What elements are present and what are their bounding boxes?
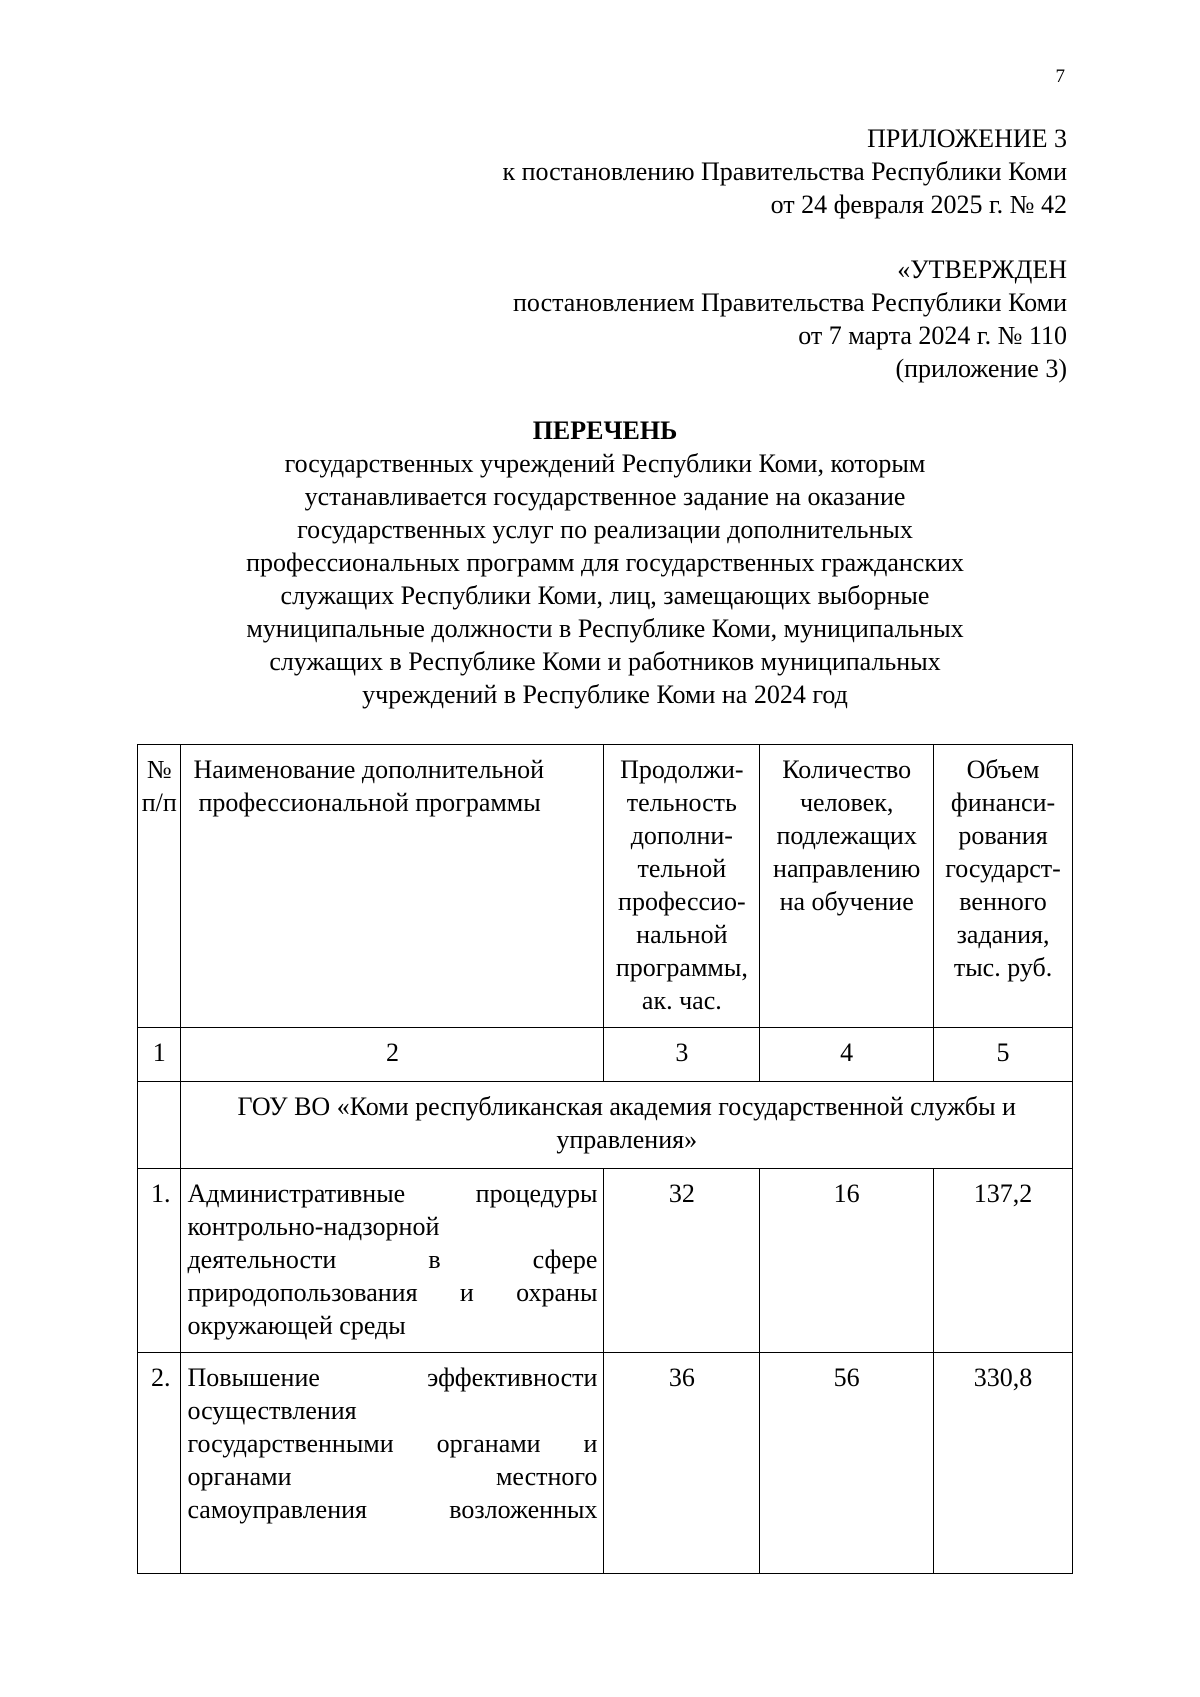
- header-duration-line: тельность: [626, 788, 737, 817]
- title-line: муниципальные должности в Республике Коми, муниципальных: [246, 614, 964, 643]
- header-funding-line: рования: [958, 821, 1048, 850]
- header-funding-line: венного: [959, 887, 1047, 916]
- appendix-block: [502, 122, 1067, 221]
- header-program-name: [181, 745, 604, 1028]
- duration-value: 32: [604, 1169, 760, 1353]
- approved-block: [513, 253, 1067, 385]
- title-heading: ПЕРЕЧЕНЬ: [532, 416, 678, 445]
- title-line: учреждений в Республике Коми на 2024 год: [362, 680, 848, 709]
- header-duration-line: ак. час.: [641, 986, 722, 1015]
- organization-empty-cell: [138, 1082, 181, 1169]
- header-funding-line: Объем: [966, 755, 1040, 784]
- column-number: 4: [760, 1028, 934, 1082]
- title-line: служащих Республики Коми, лиц, замещающих выборные: [280, 581, 930, 610]
- page-number: 7: [1055, 66, 1065, 87]
- appendix-title: ПРИЛОЖЕНИЕ 3: [867, 124, 1067, 153]
- header-funding-line: задания,: [956, 920, 1050, 949]
- header-funding-line: тыс. руб.: [953, 953, 1053, 982]
- title-line: государственных услуг по реализации дополнительных: [297, 515, 913, 544]
- program-name: [181, 1169, 604, 1353]
- funding-value: 330,8: [934, 1353, 1073, 1574]
- programs-table: [137, 744, 1073, 1574]
- funding-value: 137,2: [934, 1169, 1073, 1353]
- title-line: служащих в Республике Коми и работников муниципальных: [269, 647, 941, 676]
- table-header-row: [138, 745, 1073, 1028]
- people-value: 16: [760, 1169, 934, 1353]
- header-num-line: п/п: [141, 788, 177, 817]
- people-value: 56: [760, 1353, 934, 1574]
- header-people-line: Количество: [782, 755, 912, 784]
- header-duration-line: Продолжи-: [620, 755, 744, 784]
- approved-date: от 7 марта 2024 г. № 110: [798, 321, 1067, 350]
- organization-name: [181, 1082, 1073, 1169]
- header-people-line: человек,: [799, 788, 894, 817]
- table-row: [138, 1353, 1073, 1574]
- header-funding-line: финанси-: [950, 788, 1056, 817]
- appendix-ref: к постановлению Правительства Республики Коми: [502, 157, 1067, 186]
- column-number: 5: [934, 1028, 1073, 1082]
- duration-value: 36: [604, 1353, 760, 1574]
- header-people-line: на обучение: [779, 887, 914, 916]
- row-number: 1.: [138, 1169, 181, 1353]
- column-number: 1: [138, 1028, 181, 1082]
- program-line: осуществления: [187, 1396, 357, 1425]
- program-line: Повышение эффективности: [187, 1363, 598, 1392]
- program-line: государственными органами и: [187, 1429, 598, 1458]
- organization-line: управления»: [556, 1125, 698, 1154]
- table-row: [138, 1169, 1073, 1353]
- header-name-line: профессиональной программы: [198, 788, 541, 817]
- title-line: устанавливается государственное задание на оказание: [304, 482, 906, 511]
- column-number: 2: [181, 1028, 604, 1082]
- header-name-line: Наименование дополнительной: [193, 755, 545, 784]
- program-line: органами местного: [187, 1462, 598, 1491]
- approved-appendix: (приложение 3): [895, 354, 1067, 383]
- header-num: [138, 745, 181, 1028]
- column-number-row: [138, 1028, 1073, 1082]
- program-line: контрольно-надзорной: [187, 1212, 440, 1241]
- organization-line: ГОУ ВО «Коми республиканская академия государственной службы и: [237, 1092, 1016, 1121]
- approved-ref: постановлением Правительства Республики Коми: [513, 288, 1067, 317]
- header-duration: [604, 745, 760, 1028]
- program-line: окружающей среды: [187, 1311, 406, 1340]
- header-people-line: направлению: [773, 854, 921, 883]
- header-funding-line: государст-: [945, 854, 1061, 883]
- program-line: деятельности в сфере: [187, 1245, 598, 1274]
- program-line: Административные процедуры: [187, 1179, 598, 1208]
- header-people-line: подлежащих: [776, 821, 917, 850]
- header-duration-line: тельной: [637, 854, 727, 883]
- header-duration-line: программы,: [615, 953, 748, 982]
- organization-row: [138, 1082, 1073, 1169]
- program-line: природопользования и охраны: [187, 1278, 598, 1307]
- program-name: [181, 1353, 604, 1574]
- title-line: профессиональных программ для государственных гражданских: [246, 548, 964, 577]
- header-duration-line: нальной: [636, 920, 728, 949]
- header-people: [760, 745, 934, 1028]
- column-number: 3: [604, 1028, 760, 1082]
- header-duration-line: дополни-: [630, 821, 733, 850]
- header-funding: [934, 745, 1073, 1028]
- program-line: самоуправления возложенных: [187, 1495, 598, 1524]
- header-duration-line: профессио-: [618, 887, 746, 916]
- header-num-line: №: [146, 755, 172, 784]
- approved-title: «УТВЕРЖДЕН: [897, 255, 1067, 284]
- row-number: 2.: [138, 1353, 181, 1574]
- document-title: [180, 414, 1030, 711]
- appendix-date: от 24 февраля 2025 г. № 42: [770, 190, 1067, 219]
- title-line: государственных учреждений Республики Коми, которым: [284, 449, 926, 478]
